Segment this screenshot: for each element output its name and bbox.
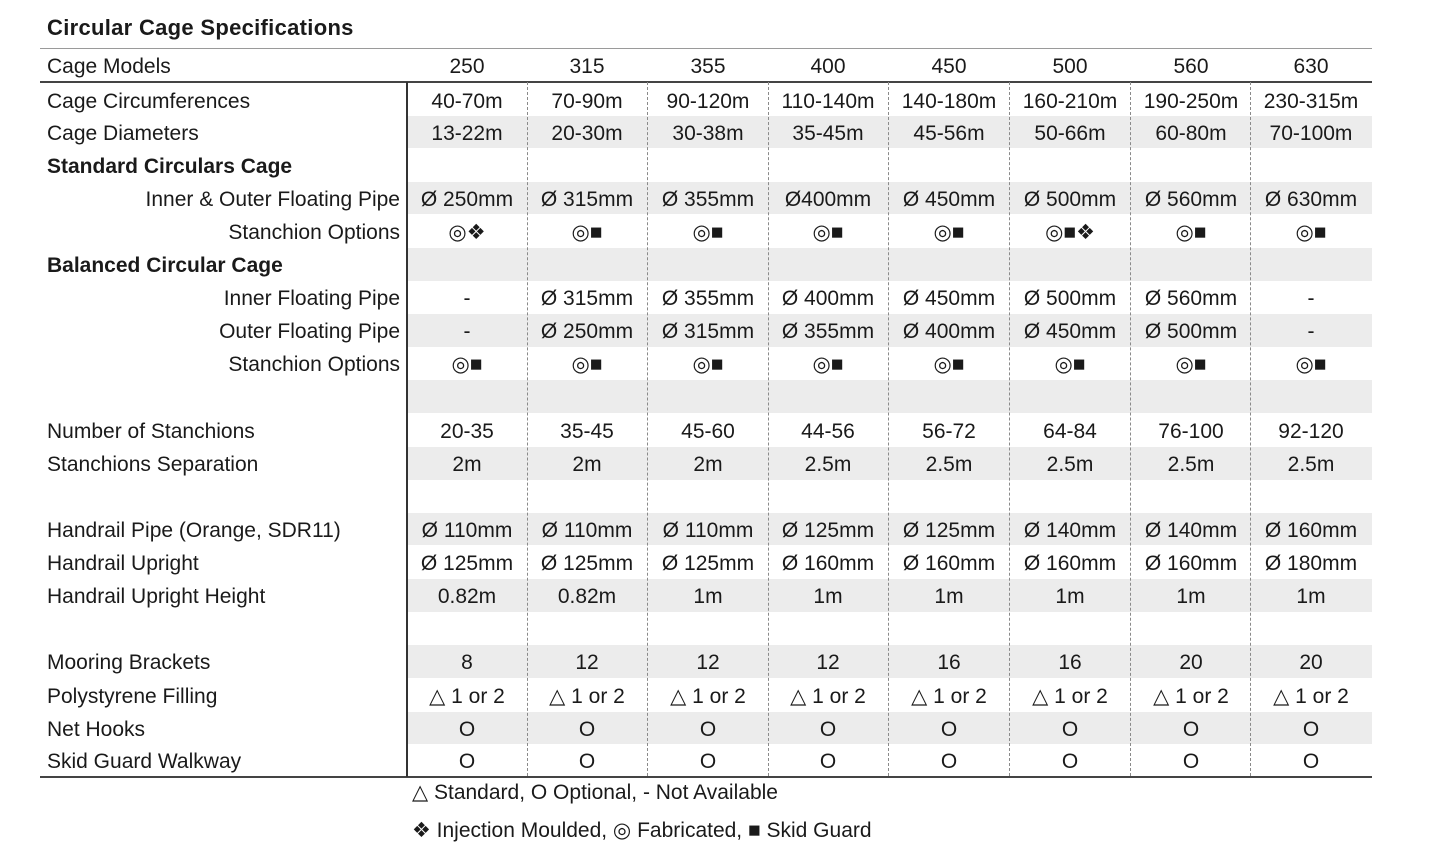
row-label: Mooring Brackets [47,651,211,674]
table-cell: Ø 140mm [1144,519,1238,542]
column-divider [647,82,648,776]
table-cell: △ 1 or 2 [549,685,625,708]
table-cell: ◎■ [1175,353,1207,376]
row-label: Cage Diameters [47,122,199,145]
table-cell: 45-56m [913,122,985,145]
row-label: Polystyrene Filling [47,685,218,708]
table-cell: Ø 250mm [540,320,634,343]
table-cell: 1m [1176,585,1206,608]
table-cell: 190-250m [1143,90,1239,113]
table-cell: 76-100 [1158,420,1224,443]
table-cell: O [819,750,837,773]
table-cell: O [1061,718,1079,741]
row-shading [408,248,1372,281]
bottom-rule [40,776,1372,778]
table-cell: O [940,750,958,773]
table-cell: Ø 180mm [1264,552,1358,575]
table-cell: Ø 125mm [781,519,875,542]
table-cell: Ø 160mm [1023,552,1117,575]
table-cell: 12 [696,651,720,674]
table-cell: 1m [1055,585,1085,608]
table-cell: 2.5m [1167,453,1215,476]
row-label: Handrail Pipe (Orange, SDR11) [47,519,341,542]
table-cell: - [1307,320,1315,343]
table-cell: ◎■ [1175,221,1207,244]
table-cell: △ 1 or 2 [1032,685,1108,708]
table-cell: ◎■ [571,221,603,244]
table-cell: Ø 355mm [781,320,875,343]
table-cell: 56-72 [922,420,976,443]
table-cell: ◎■ [933,353,965,376]
legend-line-stanchion-types: ❖ Injection Moulded, ◎ Fabricated, ■ Skid Guard [412,819,872,842]
table-cell: 40-70m [431,90,503,113]
section-heading: Balanced Circular Cage [47,254,283,277]
table-cell: 0.82m [557,585,617,608]
table-cell: Ø 125mm [540,552,634,575]
table-cell: 12 [575,651,599,674]
table-cell: Ø 560mm [1144,188,1238,211]
table-cell: 12 [816,651,840,674]
header-model: 560 [1173,55,1209,78]
table-cell: ◎■ [933,221,965,244]
header-model: 400 [810,55,846,78]
table-cell: 20 [1179,651,1203,674]
table-cell: - [463,287,471,310]
row-label: Stanchion Options [228,221,400,244]
table-cell: 8 [461,651,473,674]
table-cell: Ø 160mm [902,552,996,575]
table-cell: 2m [572,453,602,476]
spacer-row [40,380,1372,413]
header-model: 500 [1052,55,1088,78]
table-cell: - [463,320,471,343]
table-cell: Ø 355mm [661,287,755,310]
table-cell: 2m [693,453,723,476]
table-cell: 2.5m [1287,453,1335,476]
table-cell: ◎■ [1054,353,1086,376]
table-cell: 70-100m [1269,122,1353,145]
table-cell: ◎■ [692,353,724,376]
table-cell: O [940,718,958,741]
column-divider [1130,82,1131,776]
table-cell: Ø400mm [784,188,872,211]
table-cell: O [1302,718,1320,741]
row-label: Cage Circumferences [47,90,251,113]
title-rule [40,48,1372,49]
header-model: 630 [1293,55,1329,78]
table-cell: Ø 250mm [420,188,514,211]
table-cell: Ø 630mm [1264,188,1358,211]
table-cell: 1m [934,585,964,608]
table-cell: Ø 400mm [781,287,875,310]
header-model: 315 [569,55,605,78]
table-cell: O [1061,750,1079,773]
table-cell: ◎❖ [448,221,486,244]
row-shading [408,380,1372,413]
table-cell: 160-210m [1022,90,1118,113]
table-cell: Ø 160mm [781,552,875,575]
column-divider [1009,82,1010,776]
header-rule [40,81,1372,83]
row-label: Number of Stanchions [47,420,255,443]
row-label: Inner Floating Pipe [223,287,400,310]
table-cell: Ø 160mm [1264,519,1358,542]
table-cell: O [1302,750,1320,773]
table-cell: Ø 110mm [421,519,513,542]
table-cell: 50-66m [1034,122,1106,145]
table-cell: 2.5m [804,453,852,476]
table-cell: Ø 315mm [661,320,755,343]
table-cell: 16 [937,651,961,674]
table-cell: Ø 400mm [902,320,996,343]
table-cell: Ø 110mm [662,519,754,542]
table-cell: 20-35 [440,420,494,443]
row-label: Skid Guard Walkway [47,750,242,773]
column-divider [527,82,528,776]
table-cell: 20 [1299,651,1323,674]
table-cell: 230-315m [1263,90,1359,113]
section-heading: Standard Circulars Cage [47,155,293,178]
table-cell: △ 1 or 2 [429,685,505,708]
table-cell: 0.82m [437,585,497,608]
table-cell: 92-120 [1278,420,1344,443]
table-cell: Ø 355mm [661,188,755,211]
table-cell: ◎■ [1295,353,1327,376]
table-cell: 20-30m [551,122,623,145]
column-divider [888,82,889,776]
table-cell: ◎■❖ [1045,221,1095,244]
table-cell: 1m [813,585,843,608]
row-label: Stanchion Options [228,353,400,376]
table-cell: ◎■ [1295,221,1327,244]
table-cell: 1m [1296,585,1326,608]
column-divider [768,82,769,776]
table-cell: Ø 140mm [1023,519,1117,542]
table-cell: O [578,750,596,773]
table-cell: Ø 125mm [902,519,996,542]
row-label: Outer Floating Pipe [219,320,400,343]
table-cell: 2.5m [1046,453,1094,476]
table-title: Circular Cage Specifications [47,15,354,40]
table-cell: Ø 110mm [541,519,633,542]
table-cell: ◎■ [812,221,844,244]
row-label: Inner & Outer Floating Pipe [145,188,400,211]
row-label: Net Hooks [47,718,146,741]
table-cell: O [458,750,476,773]
table-cell: △ 1 or 2 [1153,685,1229,708]
row-label: Stanchions Separation [47,453,259,476]
table-cell: - [1307,287,1315,310]
table-cell: Ø 560mm [1144,287,1238,310]
table-cell: Ø 500mm [1023,287,1117,310]
table-cell: Ø 450mm [902,188,996,211]
table-cell: 35-45 [560,420,614,443]
table-cell: Ø 160mm [1144,552,1238,575]
table-cell: Ø 500mm [1144,320,1238,343]
header-label: Cage Models [47,55,171,78]
header-model: 450 [931,55,967,78]
table-cell: 140-180m [901,90,997,113]
label-column-separator [406,82,408,777]
table-cell: 2.5m [925,453,973,476]
table-cell: 45-60 [681,420,735,443]
spacer-row [40,612,1372,645]
table-cell: O [578,718,596,741]
table-cell: O [1182,718,1200,741]
table-cell: ◎■ [692,221,724,244]
table-cell: O [699,718,717,741]
table-cell: 30-38m [672,122,744,145]
table-cell: △ 1 or 2 [911,685,987,708]
table-cell: Ø 450mm [902,287,996,310]
header-model: 355 [690,55,726,78]
table-cell: 110-140m [781,90,875,113]
table-cell: Ø 500mm [1023,188,1117,211]
table-cell: 16 [1058,651,1082,674]
table-cell: 1m [693,585,723,608]
table-cell: Ø 315mm [540,188,634,211]
table-cell: Ø 315mm [540,287,634,310]
table-cell: ◎■ [571,353,603,376]
table-cell: 70-90m [551,90,623,113]
table-cell: △ 1 or 2 [790,685,866,708]
table-cell: 2m [452,453,482,476]
table-cell: O [819,718,837,741]
table-cell: Ø 450mm [1023,320,1117,343]
table-cell: ◎■ [451,353,483,376]
table-cell: 13-22m [431,122,503,145]
table-cell: Ø 125mm [420,552,514,575]
table-cell: △ 1 or 2 [670,685,746,708]
row-label: Handrail Upright [47,552,199,575]
table-cell: O [1182,750,1200,773]
column-divider [1250,82,1251,776]
header-model: 250 [449,55,485,78]
table-cell: 90-120m [666,90,750,113]
table-cell: 35-45m [792,122,864,145]
table-cell: Ø 125mm [661,552,755,575]
row-label: Handrail Upright Height [47,585,266,608]
table-cell: 60-80m [1155,122,1227,145]
table-cell: O [458,718,476,741]
table-cell: 64-84 [1043,420,1097,443]
table-cell: O [699,750,717,773]
spacer-row [40,480,1372,513]
legend-line-availability: △ Standard, O Optional, - Not Available [412,781,778,804]
table-cell: ◎■ [812,353,844,376]
table-cell: 44-56 [801,420,855,443]
table-cell: △ 1 or 2 [1273,685,1349,708]
